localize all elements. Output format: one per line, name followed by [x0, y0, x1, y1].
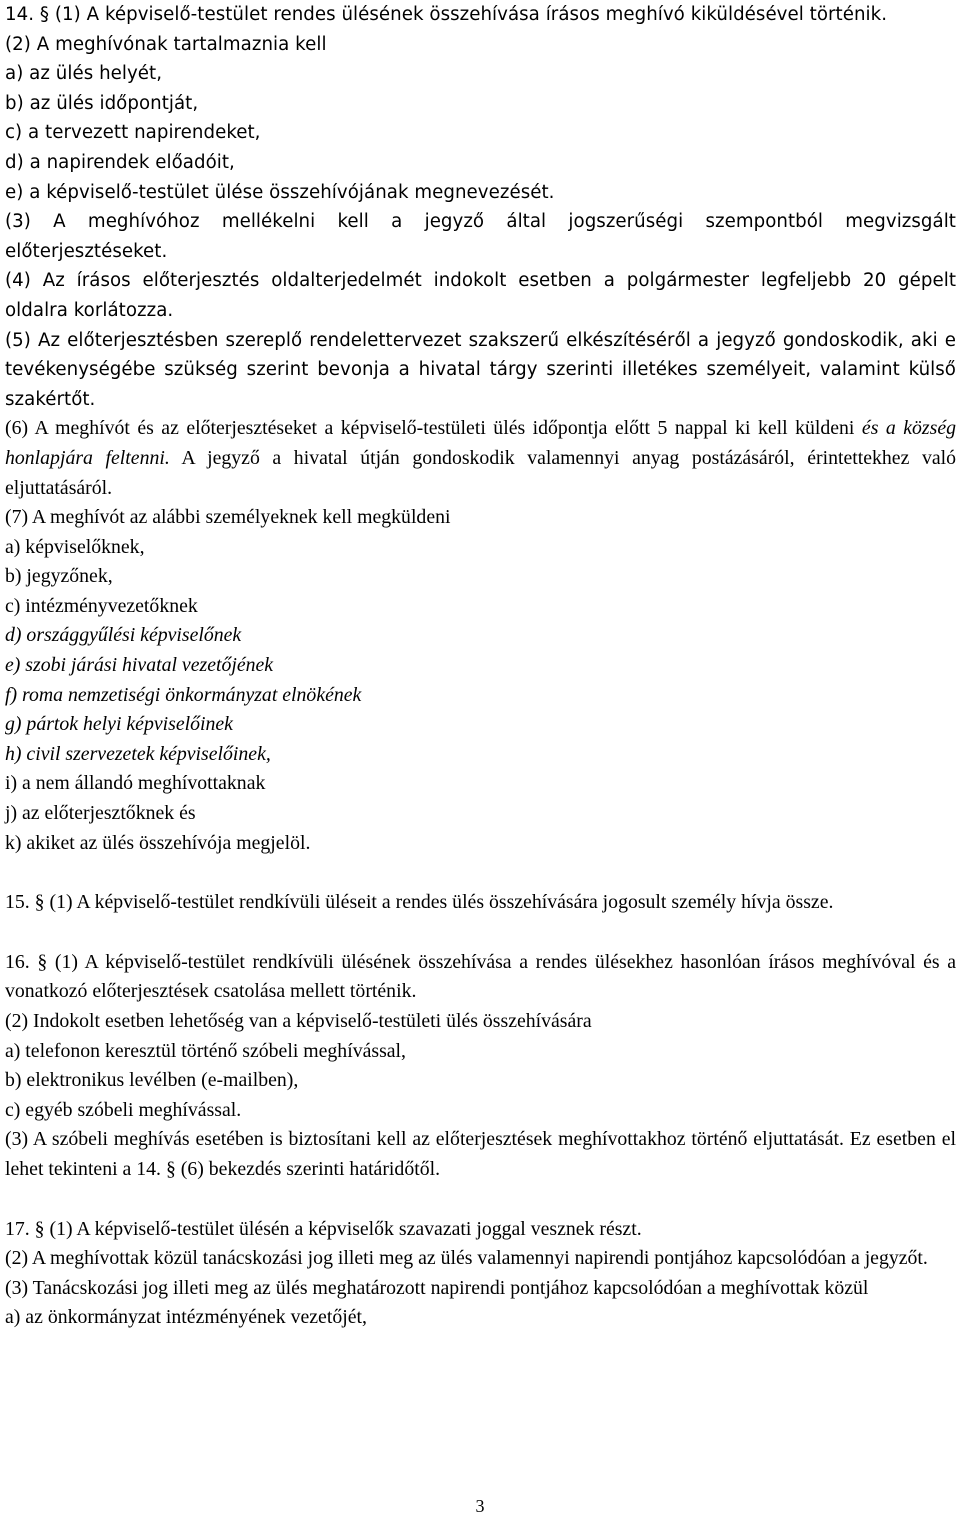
- italic-list-text: d) országgyűlési képviselőnek: [5, 624, 242, 647]
- document-page: [5, 0, 956, 1333]
- section-14-paragraph-7: (7) A meghívót az alábbi személyeknek kell megküldeni: [5, 506, 451, 529]
- section-15-paragraph-1: 15. § (1) A képviselő-testület rendkívüli üléseit a rendes ülés összehívására jogosult személy hívja össze.: [5, 891, 834, 914]
- section-14-paragraph-6: [5, 414, 956, 503]
- list-item: c) intézményvezetőknek: [5, 594, 198, 617]
- list-item: [5, 740, 956, 770]
- section-16-paragraph-1: 16. § (1) A képviselő-testület rendkívüli ülésének összehívása a rendes ülésekhez hasonlóan írásos meghívóval és a vonatkozó előterjesztések csatolása mellett történik.: [5, 950, 956, 1003]
- section-14-paragraph-5: (5) Az előterjesztésben szereplő rendelettervezet szakszerű elkészítéséről a jegyző gondoskodik, aki e tevékenységébe szükség szerint bevonja a hivatal tárgy szerinti illetékes személyeit, valamint külső szakértőt.: [5, 329, 956, 410]
- list-item: a) az önkormányzat intézményének vezetőjét,: [5, 1306, 367, 1329]
- list-item: i) a nem állandó meghívottaknak: [5, 772, 266, 795]
- paragraph-6-text-b: A jegyző a hivatal útján gondoskodik valamennyi anyag postázásáról, érintettekhez való eljuttatásáról.: [5, 446, 957, 499]
- section-14-paragraph-1: 14. § (1) A képviselő-testület rendes ülésének összehívása írásos meghívó kiküldésével történik.: [5, 4, 888, 25]
- list-item: b) elektronikus levélben (e-mailben),: [5, 1069, 299, 1092]
- italic-list-text: e) szobi járási hivatal vezetőjének: [5, 654, 274, 677]
- italic-list-text: g) pártok helyi képviselőinek: [5, 713, 233, 736]
- list-item: [5, 710, 956, 740]
- page-number: 3: [475, 1496, 485, 1516]
- section-gap: [5, 918, 956, 948]
- italic-list-text: h) civil szervezetek képviselőinek,: [5, 742, 271, 765]
- section-17-paragraph-2: (2) A meghívottak közül tanácskozási jog illeti meg az ülés valamennyi napirendi pontjához kapcsolódóan a jegyzőt.: [5, 1247, 928, 1270]
- list-item: [5, 621, 956, 651]
- list-item: c) a tervezett napirendeket,: [5, 122, 261, 144]
- list-item: e) a képviselő-testület ülése összehívójának megnevezését.: [5, 181, 555, 203]
- section-14-paragraph-4: (4) Az írásos előterjesztés oldalterjedelmét indokolt esetben a polgármester legfeljebb 20 gépelt oldalra korlátozza.: [5, 270, 956, 321]
- list-item: [5, 651, 956, 681]
- list-item: j) az előterjesztőknek és: [5, 802, 196, 825]
- section-14-paragraph-3: (3) A meghívóhoz mellékelni kell a jegyző által jogszerűségi szempontból megvizsgált előterjesztéseket.: [5, 211, 956, 262]
- list-item: k) akiket az ülés összehívója megjelöl.: [5, 831, 311, 854]
- list-item: [5, 681, 956, 711]
- section-gap: [5, 1185, 956, 1215]
- section-14-paragraph-2: (2) A meghívónak tartalmaznia kell: [5, 33, 327, 55]
- section-gap: [5, 858, 956, 888]
- list-item: a) képviselőknek,: [5, 535, 145, 558]
- list-item: a) telefonon keresztül történő szóbeli meghívással,: [5, 1039, 406, 1062]
- section-16-paragraph-3: (3) A szóbeli meghívás esetében is biztosítani kell az előterjesztések meghívottakhoz történő eljuttatását. Ez esetben el lehet tekinteni a 14. § (6) bekezdés szerinti határidőtől.: [5, 1128, 956, 1180]
- section-17-paragraph-1: 17. § (1) A képviselő-testület ülésén a képviselők szavazati joggal vesznek részt.: [5, 1217, 642, 1240]
- italic-list-text: f) roma nemzetiségi önkormányzat elnökének: [5, 683, 362, 706]
- section-16-paragraph-2: (2) Indokolt esetben lehetőség van a képviselő-testületi ülés összehívására: [5, 1010, 592, 1032]
- list-item: b) az ülés időpontját,: [5, 92, 199, 114]
- section-17-paragraph-3: (3) Tanácskozási jog illeti meg az ülés meghatározott napirendi pontjához kapcsolódóan a meghívottak közül: [5, 1276, 869, 1299]
- list-item: d) a napirendek előadóit,: [5, 151, 235, 173]
- list-item: c) egyéb szóbeli meghívással.: [5, 1098, 242, 1121]
- list-item: b) jegyzőnek,: [5, 565, 113, 588]
- paragraph-6-text-a: (6) A meghívót és az előterjesztéseket a képviselő-testületi ülés időpontja előtt 5 nappal ki kell küldeni: [5, 417, 855, 440]
- list-item: a) az ülés helyét,: [5, 63, 163, 85]
- paragraph-6-italic: és a község honlapjára feltenni.: [5, 417, 956, 469]
